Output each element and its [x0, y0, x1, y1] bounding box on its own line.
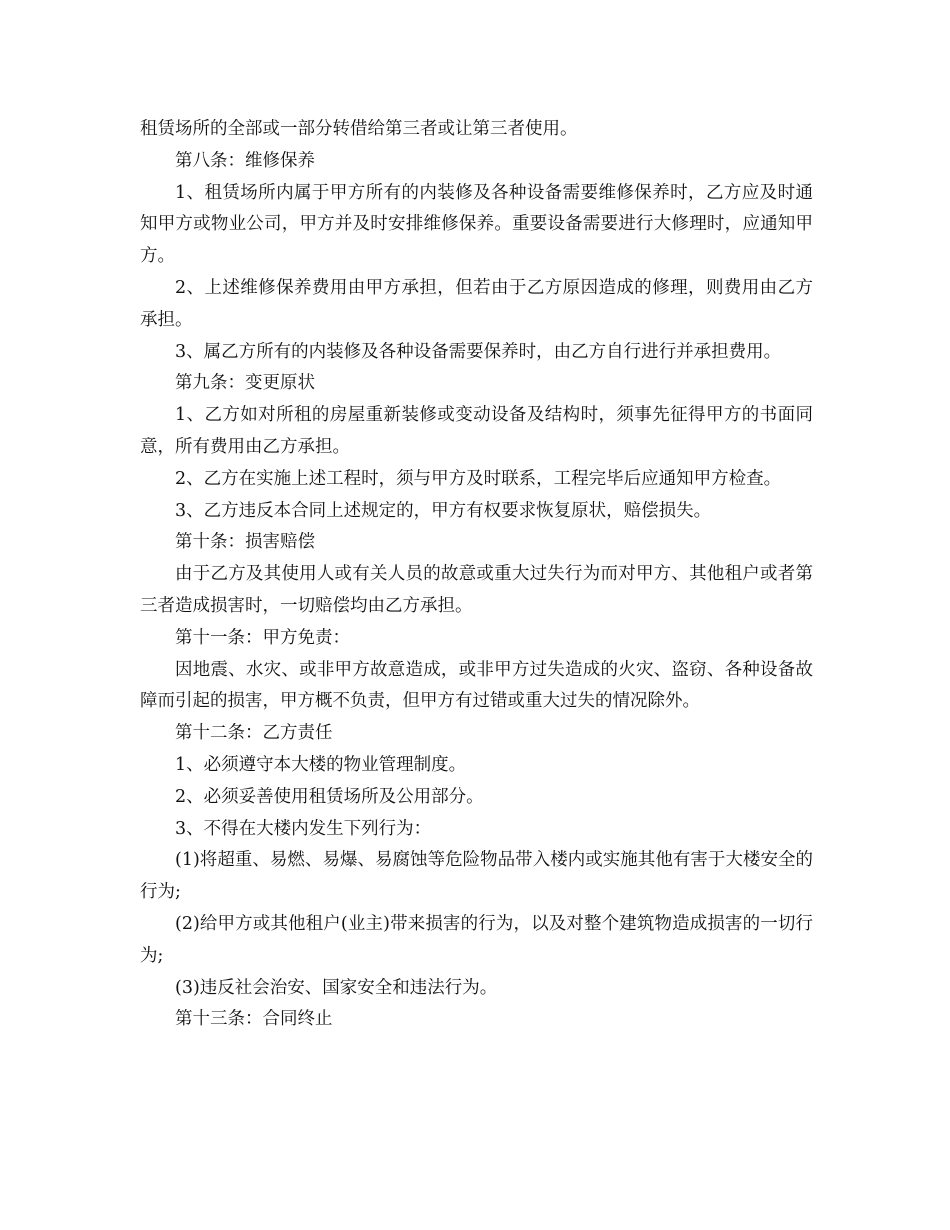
- paragraph: 第十三条：合同终止: [175, 1009, 333, 1030]
- paragraph: 1、租赁场所内属于甲方所有的内装修及各种设备需要维修保养时，乙方应及时通知甲方或物业公司，甲方并及时安排维修保养。重要设备需要进行大修理时，应通知甲方。: [140, 182, 813, 267]
- paragraph: 2、乙方在实施上述工程时，须与甲方及时联系，工程完毕后应通知甲方检查。: [175, 468, 782, 489]
- paragraph: 1、必须遵守本大楼的物业管理制度。: [175, 754, 467, 775]
- paragraph: 第十条：损害赔偿: [175, 532, 315, 553]
- paragraph: (3)违反社会治安、国家安全和违法行为。: [175, 977, 498, 998]
- paragraph: 3、乙方违反本合同上述规定的，甲方有权要求恢复原状，赔偿损失。: [175, 500, 712, 521]
- paragraph: 第十二条：乙方责任: [175, 723, 333, 744]
- paragraph: 第八条：维修保养: [175, 150, 315, 171]
- paragraph: 1、乙方如对所租的房屋重新装修或变动设备及结构时，须事先征得甲方的书面同意，所有费用由乙方承担。: [140, 405, 813, 457]
- paragraph: 2、上述维修保养费用由甲方承担，但若由于乙方原因造成的修理，则费用由乙方承担。: [140, 277, 813, 330]
- paragraph: 因地震、水灾、或非甲方故意造成，或非甲方过失造成的火灾、盗窃、各种设备故障而引起的损害，甲方概不负责，但甲方有过错或重大过失的情况除外。: [140, 659, 813, 712]
- document-body: [140, 114, 813, 1036]
- paragraph: 第九条：变更原状: [175, 373, 315, 394]
- paragraph: 第十一条：甲方免责：: [175, 627, 350, 648]
- paragraph: 租赁场所的全部或一部分转借给第三者或让第三者使用。: [140, 119, 578, 139]
- paragraph: 2、必须妥善使用租赁场所及公用部分。: [175, 786, 484, 807]
- paragraph: 3、不得在大楼内发生下列行为：: [175, 818, 432, 839]
- paragraph: 由于乙方及其使用人或有关人员的故意或重大过失行为而对甲方、其他租户或者第三者造成损害时，一切赔偿均由乙方承担。: [140, 564, 813, 616]
- paragraph: (2)给甲方或其他租户(业主)带来损害的行为，以及对整个建筑物造成损害的一切行为;: [140, 913, 813, 966]
- paragraph: (1)将超重、易燃、易爆、易腐蚀等危险物品带入楼内或实施其他有害于大楼安全的行为;: [140, 850, 813, 903]
- paragraph: 3、属乙方所有的内装修及各种设备需要保养时，由乙方自行进行并承担费用。: [175, 341, 782, 362]
